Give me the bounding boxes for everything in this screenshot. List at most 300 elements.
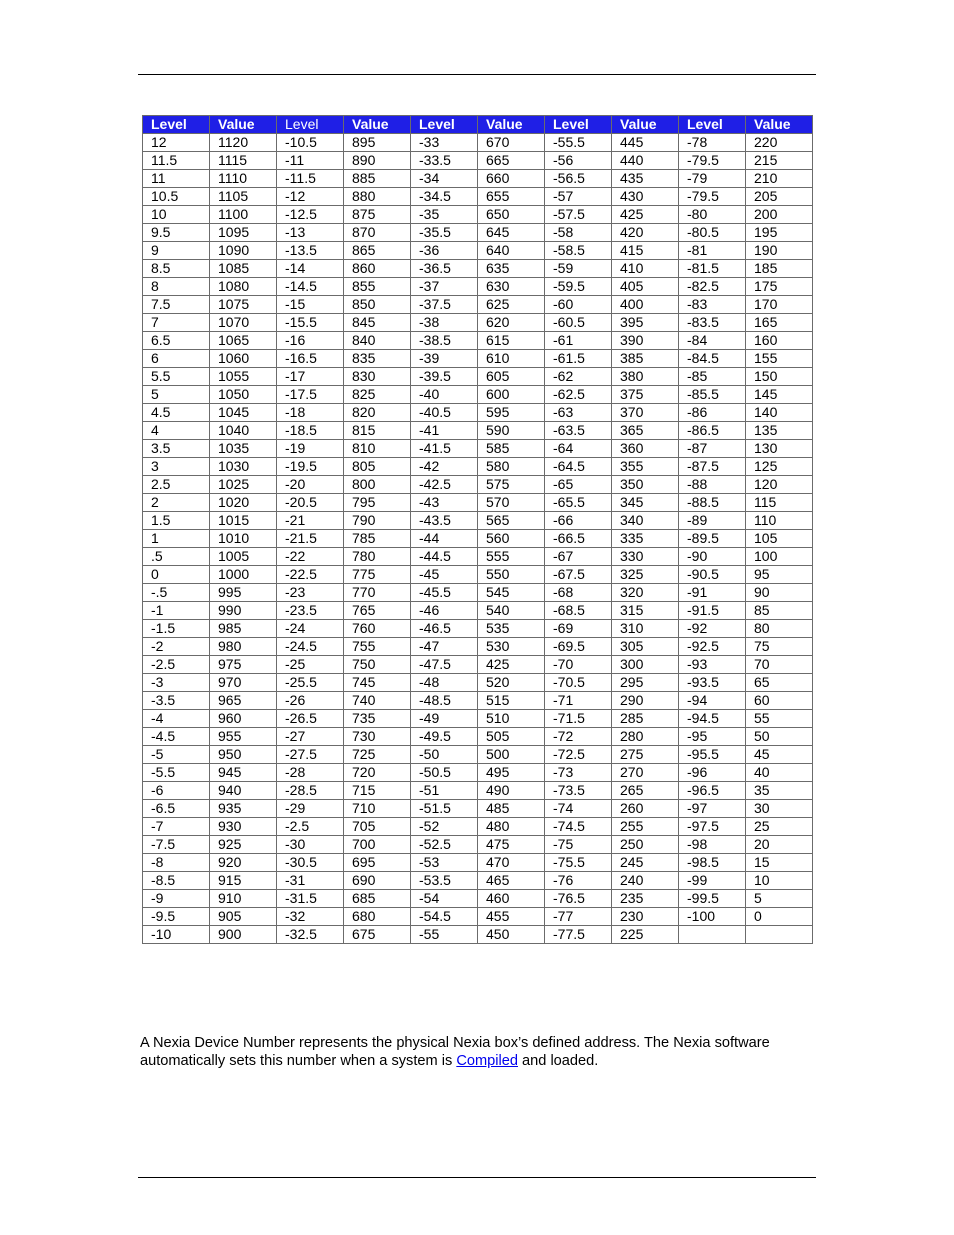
level-cell: -60 xyxy=(545,296,612,314)
column-header-level: Level xyxy=(143,116,210,134)
value-cell: 60 xyxy=(746,692,813,710)
level-cell: -77.5 xyxy=(545,926,612,944)
level-cell: 2 xyxy=(143,494,210,512)
level-cell: -38 xyxy=(411,314,478,332)
table-row xyxy=(143,368,813,386)
value-cell: 700 xyxy=(344,836,411,854)
value-cell: 645 xyxy=(478,224,545,242)
level-cell: -92 xyxy=(679,620,746,638)
table-row xyxy=(143,170,813,188)
value-cell: 1110 xyxy=(210,170,277,188)
value-cell: 850 xyxy=(344,296,411,314)
level-cell: -41 xyxy=(411,422,478,440)
value-cell: 555 xyxy=(478,548,545,566)
level-cell: -83 xyxy=(679,296,746,314)
level-cell: -34 xyxy=(411,170,478,188)
value-cell: 1055 xyxy=(210,368,277,386)
level-cell: -18 xyxy=(277,404,344,422)
table-row xyxy=(143,530,813,548)
column-header-value: Value xyxy=(210,116,277,134)
value-cell: 880 xyxy=(344,188,411,206)
level-cell: -99 xyxy=(679,872,746,890)
value-cell: 410 xyxy=(612,260,679,278)
level-cell: -73.5 xyxy=(545,782,612,800)
value-cell: 845 xyxy=(344,314,411,332)
level-cell: -47 xyxy=(411,638,478,656)
level-cell: -21.5 xyxy=(277,530,344,548)
table-row xyxy=(143,818,813,836)
value-cell: 255 xyxy=(612,818,679,836)
value-cell: 705 xyxy=(344,818,411,836)
level-cell: -79 xyxy=(679,170,746,188)
level-cell: -43 xyxy=(411,494,478,512)
value-cell: 115 xyxy=(746,494,813,512)
level-cell: -84.5 xyxy=(679,350,746,368)
value-cell: 215 xyxy=(746,152,813,170)
value-cell: 430 xyxy=(612,188,679,206)
level-cell: -1.5 xyxy=(143,620,210,638)
value-cell: 415 xyxy=(612,242,679,260)
table-row xyxy=(143,404,813,422)
level-cell: -57.5 xyxy=(545,206,612,224)
value-cell: 890 xyxy=(344,152,411,170)
table-row xyxy=(143,728,813,746)
value-cell: 1090 xyxy=(210,242,277,260)
level-cell: -56.5 xyxy=(545,170,612,188)
level-cell: -95 xyxy=(679,728,746,746)
value-cell: 75 xyxy=(746,638,813,656)
level-cell: -64.5 xyxy=(545,458,612,476)
level-cell: -74 xyxy=(545,800,612,818)
level-cell: -59.5 xyxy=(545,278,612,296)
level-cell: -91.5 xyxy=(679,602,746,620)
level-cell: -7.5 xyxy=(143,836,210,854)
value-cell: 780 xyxy=(344,548,411,566)
table-row xyxy=(143,296,813,314)
level-cell: -48.5 xyxy=(411,692,478,710)
level-cell: -51 xyxy=(411,782,478,800)
value-cell: 535 xyxy=(478,620,545,638)
level-cell: -44.5 xyxy=(411,548,478,566)
level-cell: -90 xyxy=(679,548,746,566)
value-cell: 735 xyxy=(344,710,411,728)
value-cell: 285 xyxy=(612,710,679,728)
level-value-table xyxy=(142,115,813,944)
level-cell: -15.5 xyxy=(277,314,344,332)
table-row xyxy=(143,710,813,728)
value-cell: 315 xyxy=(612,602,679,620)
level-cell: -20.5 xyxy=(277,494,344,512)
value-cell: 225 xyxy=(612,926,679,944)
level-cell: -66 xyxy=(545,512,612,530)
value-cell: 570 xyxy=(478,494,545,512)
value-cell: 55 xyxy=(746,710,813,728)
table-row xyxy=(143,152,813,170)
value-cell: 635 xyxy=(478,260,545,278)
level-cell: -87.5 xyxy=(679,458,746,476)
value-cell: 455 xyxy=(478,908,545,926)
level-cell: -68 xyxy=(545,584,612,602)
value-cell: 460 xyxy=(478,890,545,908)
value-cell: 680 xyxy=(344,908,411,926)
level-cell: -63 xyxy=(545,404,612,422)
compiled-link[interactable]: Compiled xyxy=(456,1053,518,1069)
level-cell: -13 xyxy=(277,224,344,242)
value-cell: 1095 xyxy=(210,224,277,242)
value-cell: 1120 xyxy=(210,134,277,152)
level-cell: -82.5 xyxy=(679,278,746,296)
level-cell: -85 xyxy=(679,368,746,386)
column-header-level: Level xyxy=(545,116,612,134)
level-cell: -14 xyxy=(277,260,344,278)
footer-rule xyxy=(138,1177,816,1178)
level-cell: -36.5 xyxy=(411,260,478,278)
table-row xyxy=(143,314,813,332)
value-cell: 935 xyxy=(210,800,277,818)
level-cell: -16.5 xyxy=(277,350,344,368)
value-cell: 470 xyxy=(478,854,545,872)
value-cell: 90 xyxy=(746,584,813,602)
value-cell: 695 xyxy=(344,854,411,872)
note-text: A Nexia Device Number represents the physical Nexia box’s defined address. The Nexia software automatically sets this number when a system is xyxy=(140,1035,770,1069)
value-cell: 550 xyxy=(478,566,545,584)
level-cell: -3 xyxy=(143,674,210,692)
level-cell: -75.5 xyxy=(545,854,612,872)
value-cell: 400 xyxy=(612,296,679,314)
value-cell: 435 xyxy=(612,170,679,188)
value-cell: 155 xyxy=(746,350,813,368)
level-cell: -12 xyxy=(277,188,344,206)
value-cell: 425 xyxy=(478,656,545,674)
table-row xyxy=(143,332,813,350)
value-cell: 325 xyxy=(612,566,679,584)
level-cell: 5.5 xyxy=(143,368,210,386)
value-cell: 1045 xyxy=(210,404,277,422)
level-cell: -23 xyxy=(277,584,344,602)
value-cell: 110 xyxy=(746,512,813,530)
level-cell: 3 xyxy=(143,458,210,476)
value-cell: 1005 xyxy=(210,548,277,566)
value-cell: 290 xyxy=(612,692,679,710)
level-cell: -88.5 xyxy=(679,494,746,512)
value-cell: 300 xyxy=(612,656,679,674)
value-cell: 775 xyxy=(344,566,411,584)
level-cell: -81 xyxy=(679,242,746,260)
value-cell: 610 xyxy=(478,350,545,368)
value-cell: 745 xyxy=(344,674,411,692)
value-cell: 715 xyxy=(344,782,411,800)
value-cell: 585 xyxy=(478,440,545,458)
level-cell: -53.5 xyxy=(411,872,478,890)
level-cell: 4.5 xyxy=(143,404,210,422)
value-cell: 625 xyxy=(478,296,545,314)
value-cell: 310 xyxy=(612,620,679,638)
value-cell: 595 xyxy=(478,404,545,422)
value-cell: 685 xyxy=(344,890,411,908)
level-cell: -81.5 xyxy=(679,260,746,278)
value-cell: 665 xyxy=(478,152,545,170)
value-cell: 25 xyxy=(746,818,813,836)
value-cell: 175 xyxy=(746,278,813,296)
table-row xyxy=(143,440,813,458)
table-row xyxy=(143,278,813,296)
table-row xyxy=(143,206,813,224)
value-cell: 15 xyxy=(746,854,813,872)
level-cell: -1 xyxy=(143,602,210,620)
level-cell: -55.5 xyxy=(545,134,612,152)
level-cell: -14.5 xyxy=(277,278,344,296)
level-cell: -24 xyxy=(277,620,344,638)
level-cell: -74.5 xyxy=(545,818,612,836)
level-cell: -31.5 xyxy=(277,890,344,908)
value-cell: 730 xyxy=(344,728,411,746)
value-cell: 1100 xyxy=(210,206,277,224)
table-row xyxy=(143,422,813,440)
level-cell: -24.5 xyxy=(277,638,344,656)
value-cell: 540 xyxy=(478,602,545,620)
level-cell: -65.5 xyxy=(545,494,612,512)
value-cell xyxy=(746,926,813,944)
level-cell: -39.5 xyxy=(411,368,478,386)
table-row xyxy=(143,548,813,566)
value-cell: 895 xyxy=(344,134,411,152)
value-cell: 65 xyxy=(746,674,813,692)
value-cell: 1060 xyxy=(210,350,277,368)
value-cell: 485 xyxy=(478,800,545,818)
level-cell: -9 xyxy=(143,890,210,908)
value-cell: 560 xyxy=(478,530,545,548)
level-cell: -26 xyxy=(277,692,344,710)
value-cell: 505 xyxy=(478,728,545,746)
level-cell: 6.5 xyxy=(143,332,210,350)
level-cell: -79.5 xyxy=(679,188,746,206)
level-cell: -40 xyxy=(411,386,478,404)
level-cell: -60.5 xyxy=(545,314,612,332)
value-cell: 905 xyxy=(210,908,277,926)
table-body xyxy=(143,134,813,944)
level-cell: -50 xyxy=(411,746,478,764)
level-cell: -47.5 xyxy=(411,656,478,674)
value-cell: 1040 xyxy=(210,422,277,440)
level-cell: -71 xyxy=(545,692,612,710)
level-cell: -55 xyxy=(411,926,478,944)
value-cell: 270 xyxy=(612,764,679,782)
value-cell: 390 xyxy=(612,332,679,350)
value-cell: 920 xyxy=(210,854,277,872)
value-cell: 240 xyxy=(612,872,679,890)
value-cell: 755 xyxy=(344,638,411,656)
level-cell: -83.5 xyxy=(679,314,746,332)
level-cell: -29 xyxy=(277,800,344,818)
level-cell: -67 xyxy=(545,548,612,566)
value-cell: 565 xyxy=(478,512,545,530)
level-cell: -31 xyxy=(277,872,344,890)
value-cell: 770 xyxy=(344,584,411,602)
level-cell: 9.5 xyxy=(143,224,210,242)
level-cell: -100 xyxy=(679,908,746,926)
level-cell: -19.5 xyxy=(277,458,344,476)
value-cell: 130 xyxy=(746,440,813,458)
value-cell: 765 xyxy=(344,602,411,620)
value-cell: 900 xyxy=(210,926,277,944)
level-cell: 0 xyxy=(143,566,210,584)
value-cell: 795 xyxy=(344,494,411,512)
level-cell: -34.5 xyxy=(411,188,478,206)
value-cell: 785 xyxy=(344,530,411,548)
level-cell: -76.5 xyxy=(545,890,612,908)
table-row xyxy=(143,782,813,800)
value-cell: 1075 xyxy=(210,296,277,314)
value-cell: 990 xyxy=(210,602,277,620)
value-cell: 125 xyxy=(746,458,813,476)
table-row xyxy=(143,260,813,278)
table-row xyxy=(143,566,813,584)
value-cell: 275 xyxy=(612,746,679,764)
value-cell: 820 xyxy=(344,404,411,422)
value-cell: 590 xyxy=(478,422,545,440)
level-cell: -80 xyxy=(679,206,746,224)
level-cell: -49.5 xyxy=(411,728,478,746)
value-cell: 1080 xyxy=(210,278,277,296)
value-cell: 660 xyxy=(478,170,545,188)
value-cell: 1020 xyxy=(210,494,277,512)
level-cell: -46 xyxy=(411,602,478,620)
level-cell: -30 xyxy=(277,836,344,854)
level-cell: -59 xyxy=(545,260,612,278)
value-cell: 200 xyxy=(746,206,813,224)
column-header-value: Value xyxy=(478,116,545,134)
value-cell: 870 xyxy=(344,224,411,242)
value-cell: 515 xyxy=(478,692,545,710)
level-cell: -86.5 xyxy=(679,422,746,440)
level-cell: -71.5 xyxy=(545,710,612,728)
value-cell: 495 xyxy=(478,764,545,782)
table-row xyxy=(143,584,813,602)
value-cell: 510 xyxy=(478,710,545,728)
value-cell: 1070 xyxy=(210,314,277,332)
value-cell: 105 xyxy=(746,530,813,548)
value-cell: 675 xyxy=(344,926,411,944)
level-cell: -39 xyxy=(411,350,478,368)
table-row xyxy=(143,224,813,242)
level-cell: -90.5 xyxy=(679,566,746,584)
value-cell: 150 xyxy=(746,368,813,386)
value-cell: 910 xyxy=(210,890,277,908)
level-cell: -21 xyxy=(277,512,344,530)
table-row xyxy=(143,854,813,872)
value-cell: 575 xyxy=(478,476,545,494)
value-cell: 620 xyxy=(478,314,545,332)
level-cell: -72.5 xyxy=(545,746,612,764)
value-cell: 690 xyxy=(344,872,411,890)
value-cell: 265 xyxy=(612,782,679,800)
value-cell: 1050 xyxy=(210,386,277,404)
table-row xyxy=(143,908,813,926)
level-cell: -66.5 xyxy=(545,530,612,548)
value-cell: 650 xyxy=(478,206,545,224)
value-cell: 350 xyxy=(612,476,679,494)
level-cell: 11.5 xyxy=(143,152,210,170)
value-cell: 30 xyxy=(746,800,813,818)
level-cell: -58 xyxy=(545,224,612,242)
value-cell: 385 xyxy=(612,350,679,368)
value-cell: 860 xyxy=(344,260,411,278)
table-row xyxy=(143,242,813,260)
table-row xyxy=(143,926,813,944)
level-cell: -73 xyxy=(545,764,612,782)
value-cell: 375 xyxy=(612,386,679,404)
level-cell: -27 xyxy=(277,728,344,746)
value-cell: 120 xyxy=(746,476,813,494)
value-cell: 330 xyxy=(612,548,679,566)
level-cell: -77 xyxy=(545,908,612,926)
level-cell: -28.5 xyxy=(277,782,344,800)
value-cell: 480 xyxy=(478,818,545,836)
level-cell: -25 xyxy=(277,656,344,674)
value-cell: 945 xyxy=(210,764,277,782)
level-cell: -27.5 xyxy=(277,746,344,764)
value-cell: 760 xyxy=(344,620,411,638)
level-cell: .5 xyxy=(143,548,210,566)
value-cell: 925 xyxy=(210,836,277,854)
level-cell: -32 xyxy=(277,908,344,926)
level-cell: -4.5 xyxy=(143,728,210,746)
level-cell: -65 xyxy=(545,476,612,494)
table-row xyxy=(143,692,813,710)
level-cell: -89.5 xyxy=(679,530,746,548)
value-cell: 970 xyxy=(210,674,277,692)
value-cell: 520 xyxy=(478,674,545,692)
level-cell: -50.5 xyxy=(411,764,478,782)
level-cell: -49 xyxy=(411,710,478,728)
value-cell: 420 xyxy=(612,224,679,242)
level-cell: -35.5 xyxy=(411,224,478,242)
level-cell: 4 xyxy=(143,422,210,440)
table-row xyxy=(143,836,813,854)
value-cell: 195 xyxy=(746,224,813,242)
table-row xyxy=(143,602,813,620)
level-cell: -51.5 xyxy=(411,800,478,818)
value-cell: 210 xyxy=(746,170,813,188)
level-cell xyxy=(679,926,746,944)
value-cell: 205 xyxy=(746,188,813,206)
value-cell: 10 xyxy=(746,872,813,890)
level-cell: -28 xyxy=(277,764,344,782)
value-cell: 45 xyxy=(746,746,813,764)
value-cell: 50 xyxy=(746,728,813,746)
value-cell: 830 xyxy=(344,368,411,386)
level-cell: -58.5 xyxy=(545,242,612,260)
level-cell: -72 xyxy=(545,728,612,746)
level-cell: -8 xyxy=(143,854,210,872)
value-cell: 380 xyxy=(612,368,679,386)
level-cell: -62 xyxy=(545,368,612,386)
value-cell: 640 xyxy=(478,242,545,260)
table-header-row xyxy=(143,116,813,134)
level-cell: -94.5 xyxy=(679,710,746,728)
level-cell: -6 xyxy=(143,782,210,800)
value-cell: 1105 xyxy=(210,188,277,206)
value-cell: 670 xyxy=(478,134,545,152)
level-cell: 10 xyxy=(143,206,210,224)
value-cell: 490 xyxy=(478,782,545,800)
table-row xyxy=(143,350,813,368)
value-cell: 930 xyxy=(210,818,277,836)
value-cell: 740 xyxy=(344,692,411,710)
value-cell: 35 xyxy=(746,782,813,800)
table-row xyxy=(143,620,813,638)
value-cell: 280 xyxy=(612,728,679,746)
